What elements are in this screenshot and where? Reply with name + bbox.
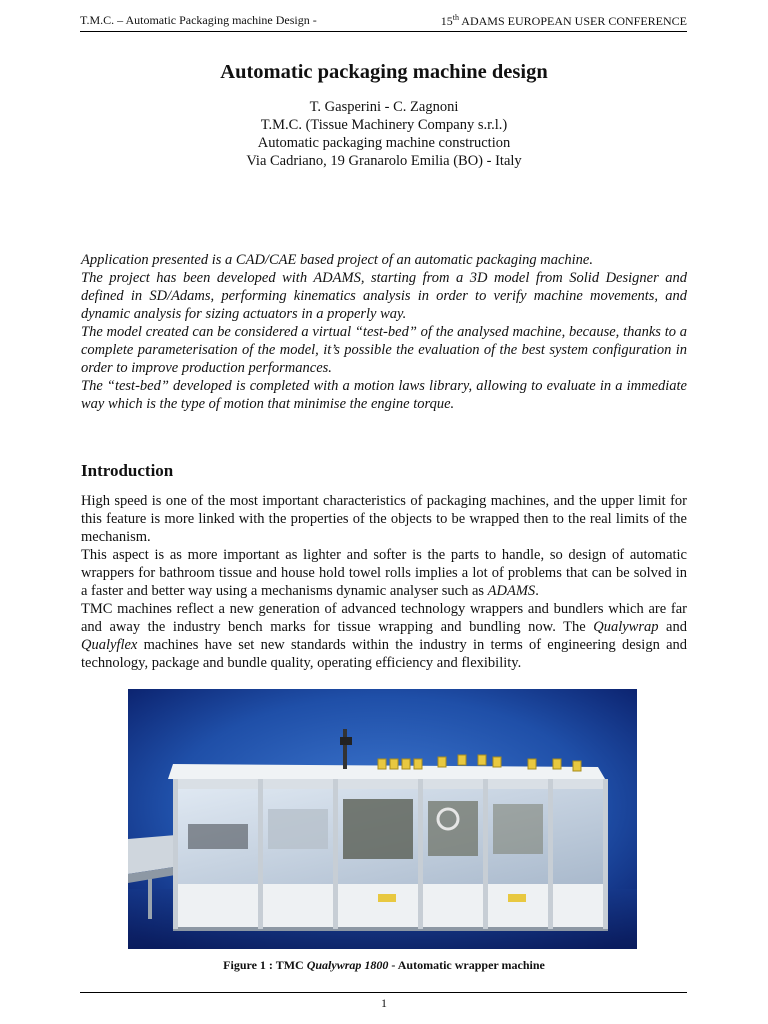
- abstract-paragraph: The model created can be considered a virtual “test-bed” of the analysed machine, because, thanks to a complete parameterisation of the model, it’s possible the evaluation of the best system configuration in order to improve production performances.: [81, 324, 687, 376]
- body-paragraph: High speed is one of the most important characteristics of packaging machines, and the upper limit for this feature is more linked with the properties of the objects to be wrapped then to the real limits of the mechanism.: [81, 493, 687, 545]
- abstract-paragraph: The “test-bed” developed is completed with a motion laws library, allowing to evaluate in a immediate way which is the type of motion that minimise the engine torque.: [81, 378, 687, 412]
- paper-title: Automatic packaging machine design: [220, 61, 548, 83]
- introduction-body: [81, 492, 687, 672]
- body-paragraph: This aspect is as more important as lighter and softer is the parts to handle, so design of automatic wrappers for bathroom tissue and house hold towel rolls implies a lot of problems that can be solved in a faster and better way using a mechanisms dynamic analyser such as ADAMS.: [81, 547, 687, 599]
- figure-caption: Figure 1 : TMC Qualywrap 1800 - Automatic wrapper machine: [223, 958, 545, 972]
- author-block: [0, 98, 768, 170]
- machine-photo: [128, 689, 637, 949]
- page-number: 1: [381, 996, 387, 1010]
- section-heading: Introduction: [81, 461, 174, 480]
- header-left-text: T.M.C. – Automatic Packaging machine Design -: [80, 13, 317, 27]
- header-right-text: 15th ADAMS EUROPEAN USER CONFERENCE: [440, 13, 687, 28]
- footer-divider: [80, 992, 687, 993]
- author-department: Automatic packaging machine construction: [257, 135, 511, 151]
- author-address: Via Cadriano, 19 Granarolo Emilia (BO) - Italy: [246, 153, 522, 169]
- abstract-paragraph: Application presented is a CAD/CAE based project of an automatic packaging machine.: [81, 252, 593, 268]
- machine-illustration: [128, 689, 637, 949]
- page-header: [80, 10, 687, 32]
- abstract-paragraph: The project has been developed with ADAMS, starting from a 3D model from Solid Designer and defined in SD/Adams, performing kinematics analysis in order to verify machine movements, and dynamic analysis for sizing actuators in a properly way.: [81, 270, 687, 322]
- body-paragraph: TMC machines reflect a new generation of advanced technology wrappers and bundlers which are far and away the industry bench marks for tissue wrapping and bundling now. The Qualywrap and Qualyflex machines have set new standards within the industry in terms of engineering design and technology, package and bundle quality, operating efficiency and flexibility.: [81, 601, 687, 671]
- author-company: T.M.C. (Tissue Machinery Company s.r.l.): [260, 117, 508, 133]
- author-names: T. Gasperini - C. Zagnoni: [309, 99, 459, 115]
- abstract: [81, 251, 687, 413]
